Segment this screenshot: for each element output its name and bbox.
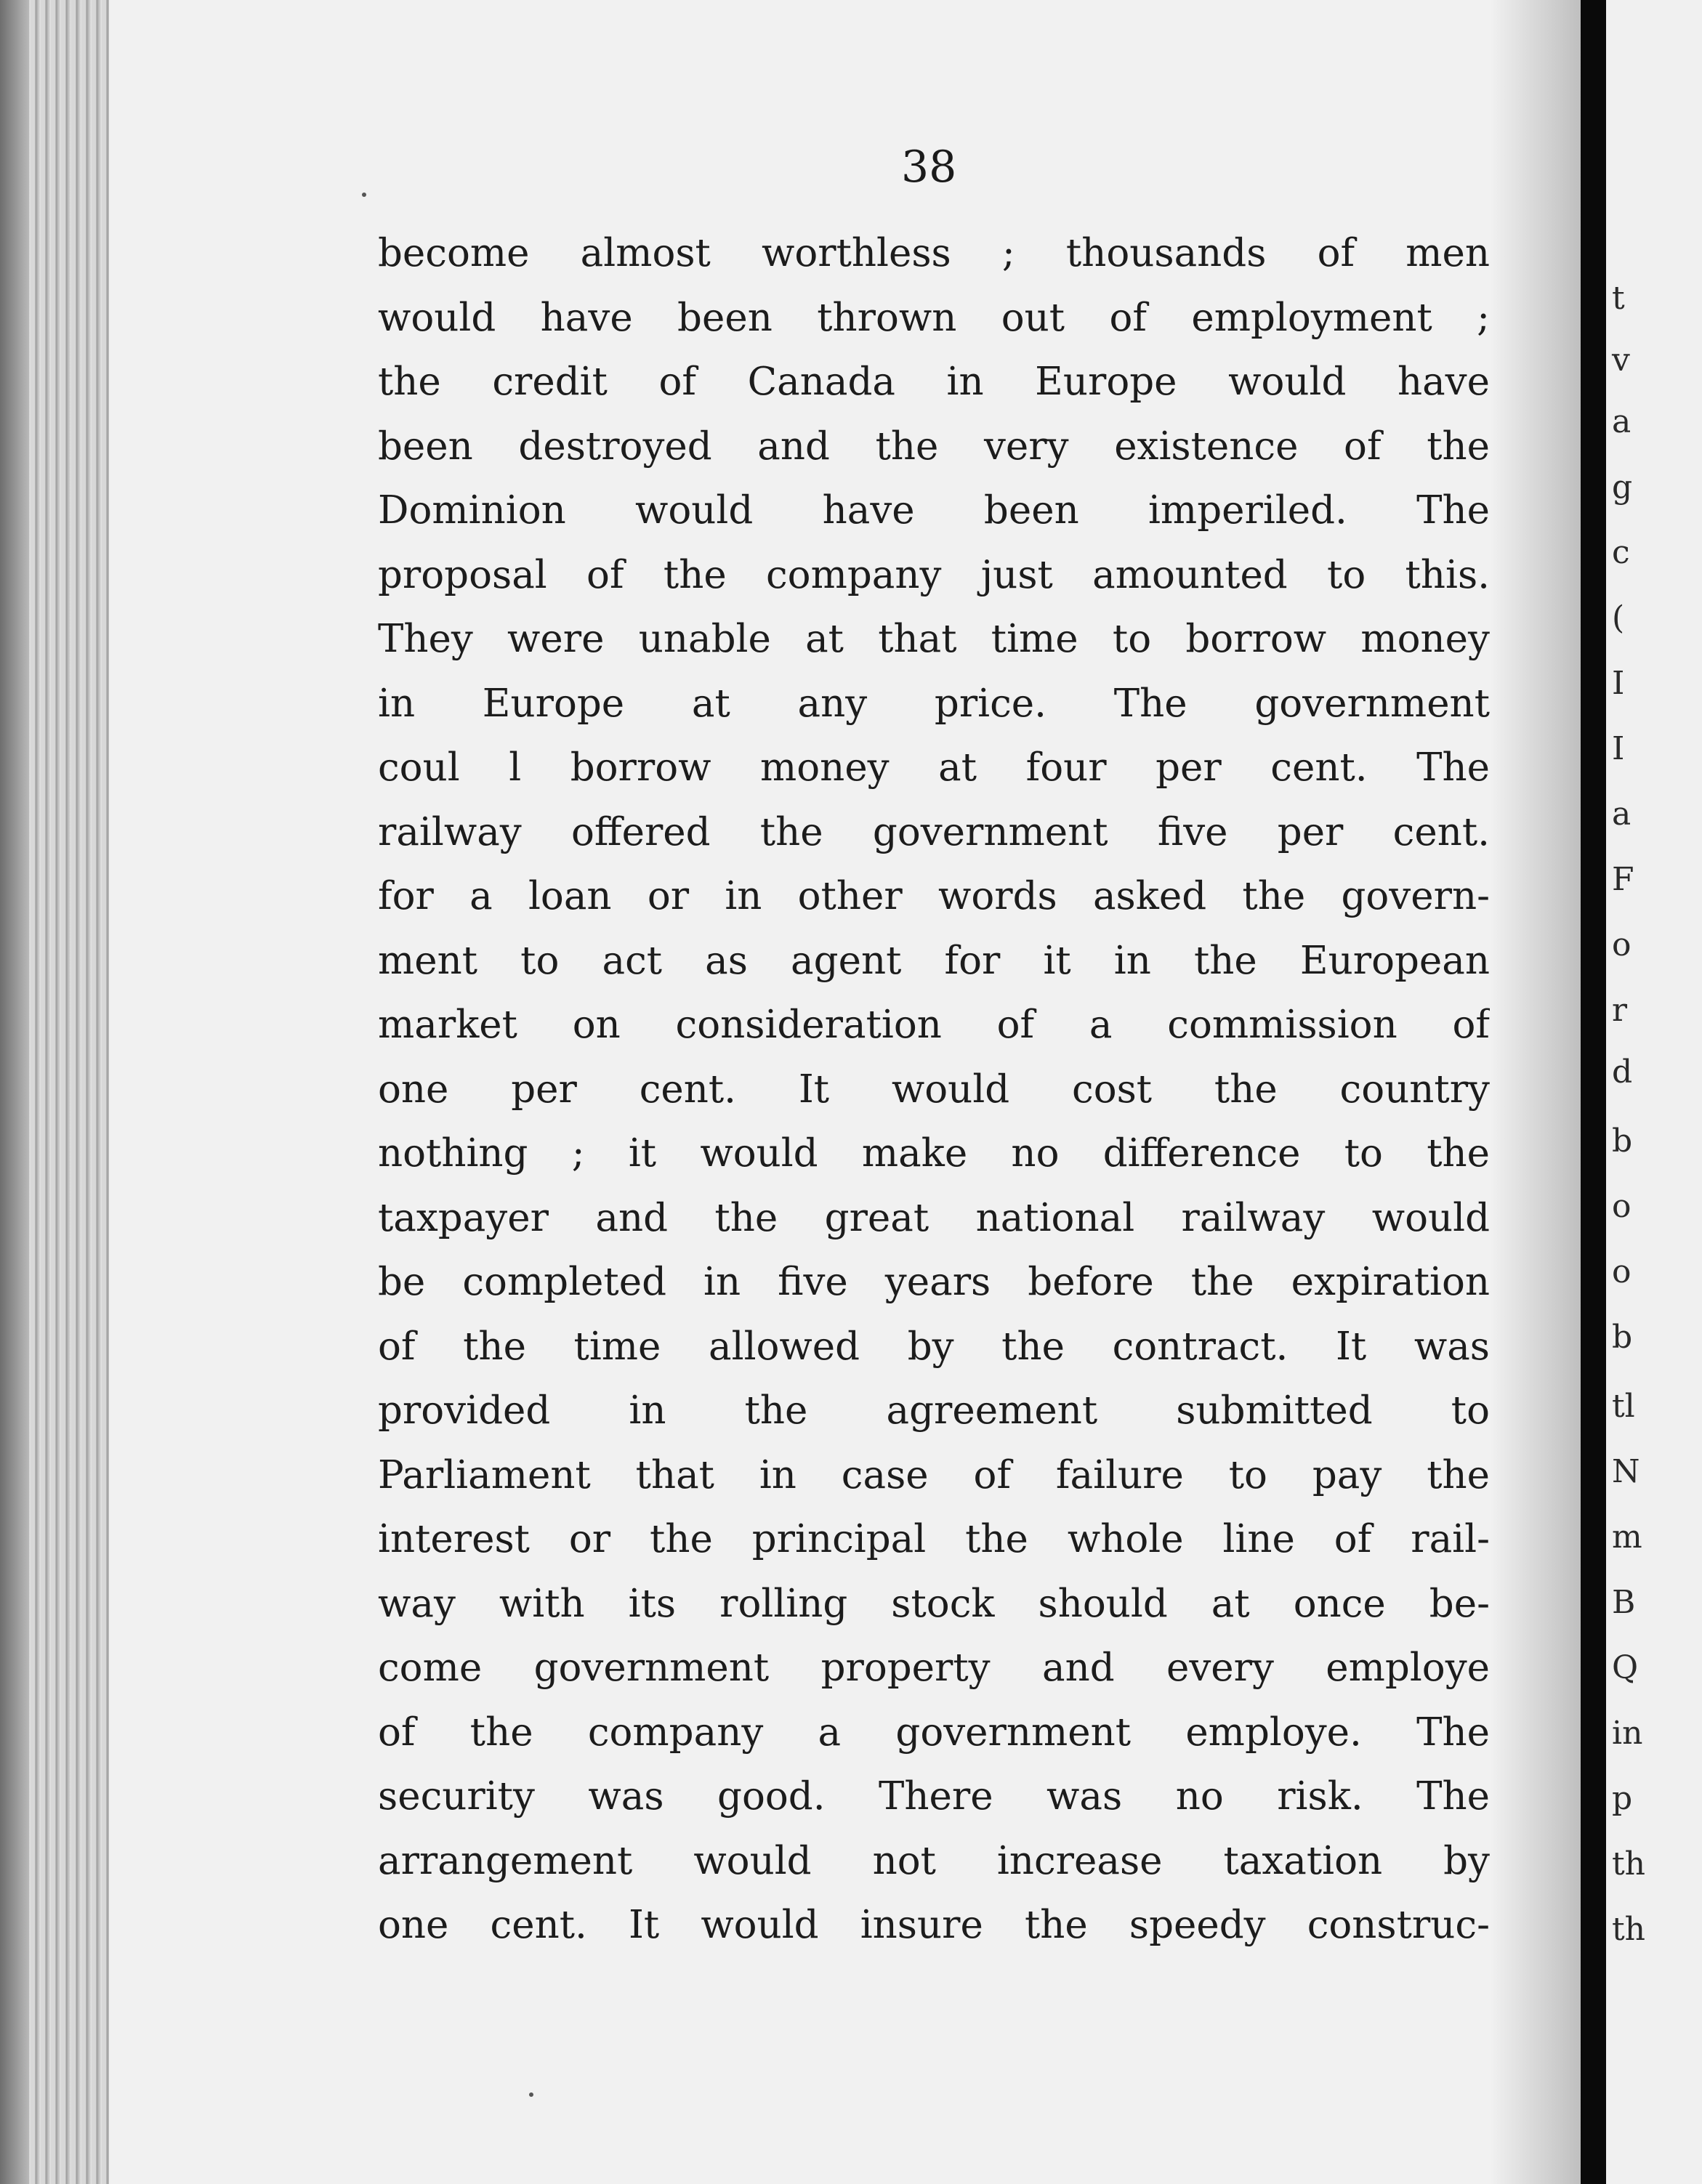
facing-page-letter: o: [1612, 926, 1632, 963]
facing-page-letter: m: [1612, 1518, 1642, 1556]
text-line: coul l borrow money at four per cent. The: [378, 745, 1490, 790]
facing-page-letter: F: [1612, 861, 1634, 898]
facing-page-letter: v: [1612, 341, 1630, 379]
facing-page-letter: tl: [1612, 1388, 1635, 1425]
facing-page-letter: a: [1612, 403, 1632, 440]
text-line: provided in the agreement submitted to: [378, 1388, 1490, 1433]
text-line: arrangement would not increase taxation by: [378, 1838, 1490, 1883]
facing-page-letter: Q: [1612, 1649, 1639, 1686]
facing-page-letter: p: [1612, 1780, 1633, 1817]
text-line: way with its rolling stock should at once be-: [378, 1581, 1490, 1626]
text-line: for a loan or in other words asked the govern-: [378, 874, 1490, 918]
text-line: become almost worthless ; thousands of men: [378, 231, 1490, 275]
book-gutter: [1581, 0, 1606, 2184]
facing-page-letter: th: [1612, 1911, 1646, 1948]
text-line: Parliament that in case of failure to pay the: [378, 1452, 1490, 1497]
facing-page-letter: th: [1612, 1845, 1646, 1882]
text-line: nothing ; it would make no difference to the: [378, 1131, 1490, 1176]
text-line: proposal of the company just amounted to this.: [378, 552, 1490, 597]
text-line: of the company a government employe. The: [378, 1710, 1490, 1755]
facing-page-letter: o: [1612, 1253, 1632, 1290]
text-line: interest or the principal the whole line of rail-: [378, 1517, 1490, 1561]
facing-page-letter: o: [1612, 1188, 1632, 1225]
text-line: ment to act as agent for it in the European: [378, 938, 1490, 983]
facing-page-letter: (: [1612, 599, 1625, 636]
facing-page-letter: r: [1612, 992, 1628, 1029]
facing-page-letter: t: [1612, 280, 1625, 317]
text-line: would have been thrown out of employment ;: [378, 295, 1490, 340]
text-line: of the time allowed by the contract. It was: [378, 1324, 1490, 1369]
facing-page-letter: I: [1612, 730, 1625, 767]
facing-page-letter: b: [1612, 1123, 1633, 1160]
facing-page-letter: I: [1612, 665, 1625, 702]
text-line: market on consideration of a commission of: [378, 1003, 1490, 1047]
text-line: Dominion would have been imperiled. The: [378, 488, 1490, 533]
facing-page-letter: in: [1612, 1715, 1643, 1752]
page-stack-shadow: [0, 0, 29, 2184]
text-line: the credit of Canada in Europe would have: [378, 360, 1490, 404]
gutter-shading: [1490, 0, 1581, 2184]
facing-page-letter: g: [1612, 469, 1633, 506]
text-line: come government property and every employe: [378, 1646, 1490, 1690]
text-line: in Europe at any price. The government: [378, 681, 1490, 726]
facing-page-letter: c: [1612, 534, 1630, 571]
body-text: [378, 222, 1490, 1958]
text-line: one cent. It would insure the speedy construc-: [378, 1903, 1490, 1947]
text-line: one per cent. It would cost the country: [378, 1067, 1490, 1112]
text-line: security was good. There was no risk. The: [378, 1774, 1490, 1819]
page-number: 38: [901, 142, 957, 193]
text-line: be completed in five years before the expiration: [378, 1260, 1490, 1304]
text-line: been destroyed and the very existence of the: [378, 424, 1490, 469]
facing-page-letter: b: [1612, 1319, 1633, 1356]
facing-page-letter: a: [1612, 796, 1632, 833]
facing-page-fragment: [1606, 0, 1702, 2184]
scan-speck: [529, 2092, 533, 2097]
text-line: They were unable at that time to borrow money: [378, 617, 1490, 661]
scan-speck: [362, 193, 366, 197]
facing-page-letter: N: [1612, 1453, 1640, 1490]
text-line: railway offered the government five per cent.: [378, 809, 1490, 854]
text-line: taxpayer and the great national railway would: [378, 1195, 1490, 1240]
facing-page-letter: B: [1612, 1584, 1636, 1621]
facing-page-letter: d: [1612, 1053, 1633, 1091]
